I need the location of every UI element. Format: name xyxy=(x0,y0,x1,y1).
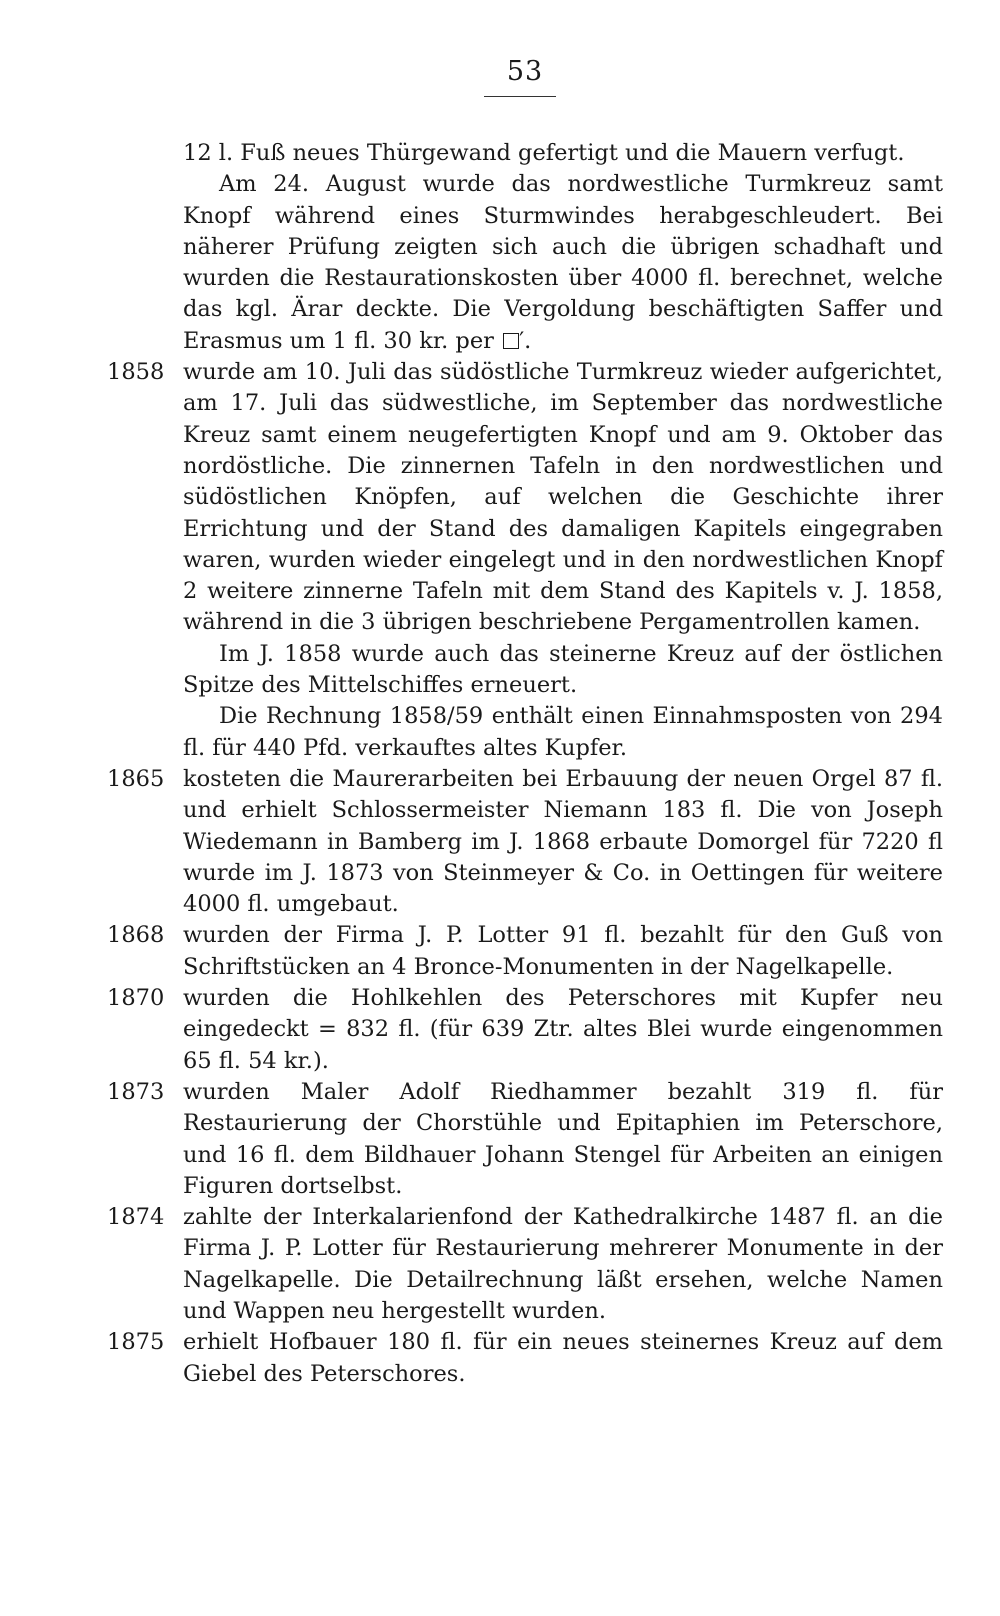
paragraph-steinernes-kreuz xyxy=(183,639,943,702)
paragraph-text: 12 l. Fuß neues Thürgewand gefertigt und die Mauern verfugt. xyxy=(183,140,905,166)
square-unit-suffix: ′. xyxy=(519,327,532,354)
entry-year: 1870 xyxy=(107,985,165,1012)
square-unit-symbol xyxy=(503,333,519,349)
paragraph-rechnung xyxy=(183,701,943,764)
entry-1874 xyxy=(107,1202,943,1327)
entry-text: kosteten die Maurerarbeiten bei Erbauung der neuen Orgel 87 fl. und erhielt Schlossermeister Niemann 183 fl. Die von Joseph Wiedemann in Bamberg im J. 1868 erbaute Domorgel für 7220 fl wurde im J. 1873 von Steinmeyer & Co. in Oettingen für weitere 4000 fl. umgebaut. xyxy=(183,765,943,918)
paragraph-text: Die Rechnung 1858/59 enthält einen Einnahmsposten von 294 fl. für 440 Pfd. verkauftes altes Kupfer. xyxy=(183,703,943,761)
entry-year: 1868 xyxy=(107,922,165,949)
entry-year: 1858 xyxy=(107,359,165,386)
paragraph-text: Am 24. August wurde das nordwestliche Turmkreuz samt Knopf während eines Sturmwindes herabgeschleudert. Bei näherer Prüfung zeigten sich auch die übrigen schadhaft und wurden die Restaurationskosten über 4000 fl. berechnet, welche das kgl. Ärar deckte. Die Vergoldung beschäftigten Saffer und Erasmus um 1 fl. 30 kr. per xyxy=(183,171,943,354)
entry-1858 xyxy=(107,357,943,639)
entry-1865 xyxy=(107,764,943,920)
entry-text: wurden die Hohlkehlen des Peterschores mit Kupfer neu eingedeckt = 832 fl. (für 639 Ztr. altes Blei wurde eingenommen 65 fl. 54 kr.). xyxy=(183,985,943,1074)
entry-1868 xyxy=(107,920,943,983)
entry-year: 1875 xyxy=(107,1329,165,1356)
entry-text: wurden Maler Adolf Riedhammer bezahlt 319 fl. für Restaurierung der Chorstühle und Epitaphien im Peterschore, und 16 fl. dem Bildhauer Johann Stengel für Arbeiten an einigen Figuren dortselbst. xyxy=(183,1078,943,1199)
entry-text: wurden der Firma J. P. Lotter 91 fl. bezahlt für den Guß von Schriftstücken an 4 Bronce-Monumenten in der Nagelkapelle. xyxy=(183,922,943,980)
paragraph-continuation xyxy=(183,138,943,169)
body-text xyxy=(107,138,943,1390)
entry-year: 1874 xyxy=(107,1204,165,1231)
entry-1875 xyxy=(107,1327,943,1390)
entry-year: 1865 xyxy=(107,765,165,792)
page-number-rule xyxy=(484,96,556,97)
entry-1873 xyxy=(107,1077,943,1202)
entry-text: erhielt Hofbauer 180 fl. für ein neues steinernes Kreuz auf dem Giebel des Peterschores. xyxy=(183,1329,943,1387)
paragraph-text: Im J. 1858 wurde auch das steinerne Kreuz auf der östlichen Spitze des Mittelschiffes erneuert. xyxy=(183,640,943,699)
entry-1870 xyxy=(107,983,943,1077)
page-number: 53 xyxy=(506,56,544,87)
entry-year: 1873 xyxy=(107,1078,165,1105)
paragraph-turmkreuz xyxy=(183,169,943,357)
entry-text: wurde am 10. Juli das südöstliche Turmkreuz wieder aufgerichtet, am 17. Juli das südwestliche, im September das nordwestliche Kreuz samt einem neugefertigten Knopf und am 9. Oktober das nordöstliche. Die zinnernen Tafeln in den nordwestlichen und südöstlichen Knöpfen, auf welchen die Geschichte ihrer Errichtung und der Stand des damaligen Kapitels eingegraben waren, wurden wieder eingelegt und in den nordwestlichen Knopf 2 weitere zinnerne Tafeln mit dem Stand des Kapitels v. J. 1858, während in die 3 übrigen beschriebene Pergamentrollen kamen. xyxy=(183,359,943,636)
entry-text: zahlte der Interkalarienfond der Kathedralkirche 1487 fl. an die Firma J. P. Lotter für Restaurierung mehrerer Monumente in der Nagelkapelle. Die Detailrechnung läßt ersehen, welche Namen und Wappen neu hergestellt wurden. xyxy=(183,1204,943,1324)
